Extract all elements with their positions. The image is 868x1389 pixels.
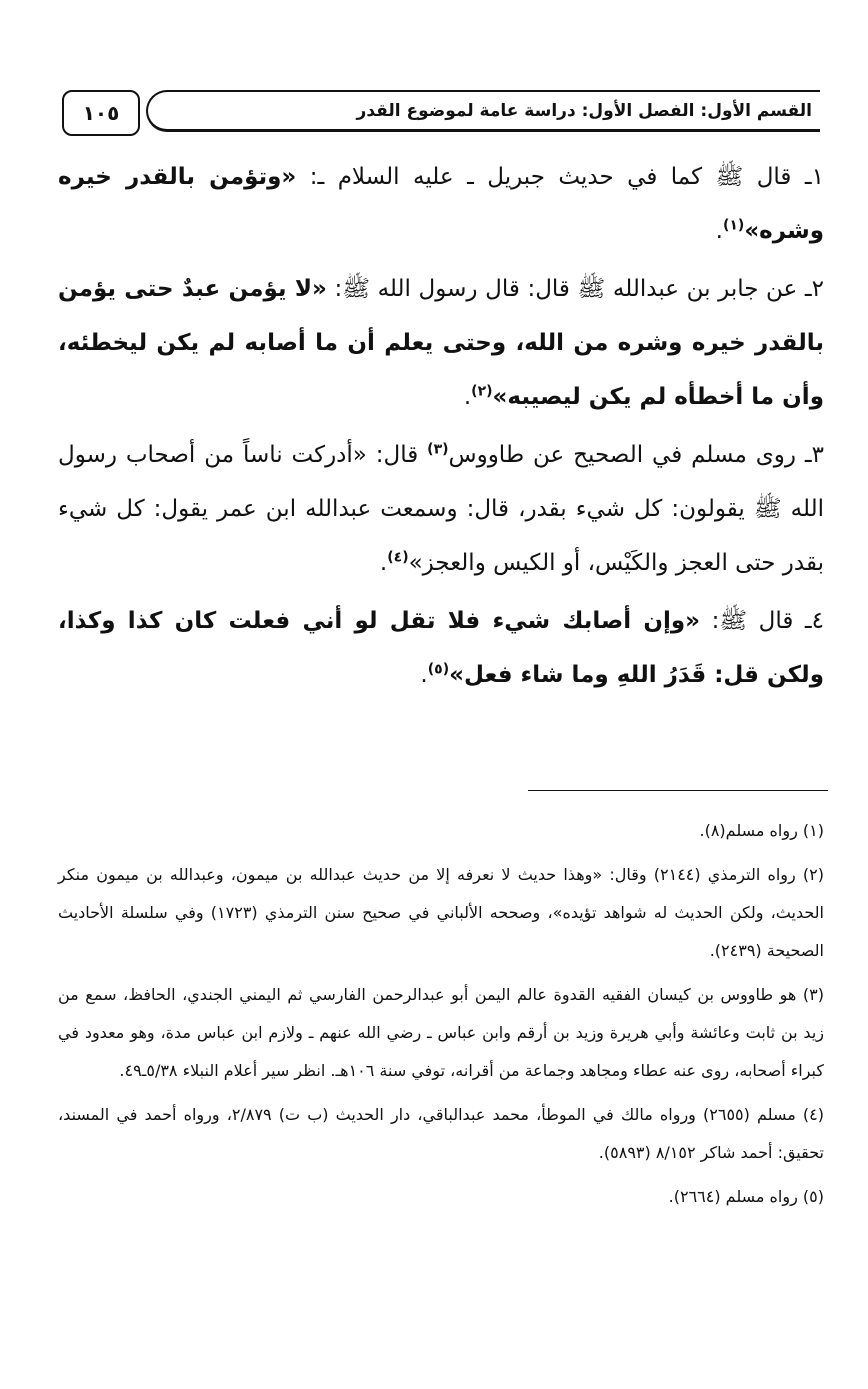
paragraph-2 bbox=[58, 262, 824, 424]
paragraph-2-end: . bbox=[463, 384, 472, 410]
footnote-ref-1: (١) bbox=[722, 217, 745, 234]
footnote-ref-3: (٣) bbox=[427, 441, 449, 458]
footnote-4: (٤) مسلم (٢٦٥٥) ورواه مالك في الموطأ، محمد عبدالباقي، دار الحديث (ب ت) ٢/٨٧٩، ورواه أحمد في المسند، تحقيق: أحمد شاكر ٨/١٥٢ (٥٨٩٣). bbox=[58, 1105, 825, 1162]
paragraph-4-end: . bbox=[420, 662, 428, 688]
paragraph-3-end: . bbox=[379, 550, 388, 576]
paragraph-1-intro: ١ـ قال ﷺ كما في حديث جبريل ـ عليه السلام ـ: bbox=[296, 164, 824, 190]
footnote-3: (٣) هو طاووس بن كيسان الفقيه القدوة عالم اليمن أبو عبدالرحمن الفارسي ثم اليمني الجندي، الحافظ، سمع من زيد بن ثابت وعائشة وأبي هريرة وزيد بن أرقم وابن عباس ـ رضي الله عنهم ـ ولازم ابن عباس مدة، وهو معدود في كبراء أصحابه، روى عنه عطاء ومجاهد وجماعة من أقرانه، توفي سنة ١٠٦هـ. انظر سير أعلام النبلاء ٥/٣٨ـ٤٩. bbox=[58, 985, 824, 1080]
paragraph-4-intro: ٤ـ قال ﷺ: bbox=[700, 608, 824, 634]
main-text bbox=[58, 150, 824, 706]
footnote-separator bbox=[528, 790, 828, 791]
footnotes bbox=[58, 812, 824, 1222]
paragraph-1-quote: «وتؤمن بالقدر خيره وشره» bbox=[58, 164, 824, 244]
footnote-5: (٥) رواه مسلم (٢٦٦٤). bbox=[668, 1187, 824, 1206]
running-title: القسم الأول: الفصل الأول: دراسة عامة لموضوع القدر bbox=[146, 90, 820, 132]
paragraph-3-intro: ٣ـ روى مسلم في الصحيح عن طاووس bbox=[448, 442, 824, 468]
page-header bbox=[62, 90, 824, 140]
footnote-2: (٢) رواه الترمذي (٢١٤٤) وقال: «وهذا حديث لا نعرفه إلا من حديث عبدالله بن ميمون، وعبدالله بن ميمون منكر الحديث، ولكن الحديث له شواهد تؤيده»، وصححه الألباني في صحيح سنن الترمذي (١٧٢٣) وفي سلسلة الأحاديث الصحيحة (٢٤٣٩). bbox=[58, 865, 825, 960]
paragraph-4-quote: «وإن أصابك شيء فلا تقل لو أني فعلت كان كذا وكذا، ولكن قل: قَدَرُ اللهِ وما شاء فعل» bbox=[58, 608, 824, 688]
paragraph-3-quote: قال: «أدركت ناساً من أصحاب رسول الله ﷺ يقولون: كل شيء بقدر، قال: وسمعت عبدالله ابن عمر يقول: كل شيء بقدر حتى العجز والكَيْس، أو الكيس والعجز» bbox=[58, 442, 824, 576]
footnote-ref-4: (٤) bbox=[387, 549, 409, 566]
paragraph-4 bbox=[58, 594, 824, 702]
paragraph-2-quote: «لا يؤمن عبدٌ حتى يؤمن بالقدر خيره وشره من الله، وحتى يعلم أن ما أصابه لم يكن ليخطئه، وأن ما أخطأه لم يكن ليصيبه» bbox=[58, 276, 824, 410]
footnote-1: (١) رواه مسلم(٨). bbox=[699, 821, 824, 840]
paragraph-1 bbox=[58, 150, 824, 258]
footnote-ref-5: (٥) bbox=[427, 661, 450, 678]
page-number: ١٠٥ bbox=[62, 90, 140, 136]
paragraph-3 bbox=[58, 428, 824, 590]
footnote-ref-2: (٢) bbox=[471, 383, 493, 400]
paragraph-1-end: . bbox=[715, 218, 723, 244]
paragraph-2-intro: ٢ـ عن جابر بن عبدالله ﷺ قال: قال رسول الله ﷺ: bbox=[326, 276, 824, 302]
